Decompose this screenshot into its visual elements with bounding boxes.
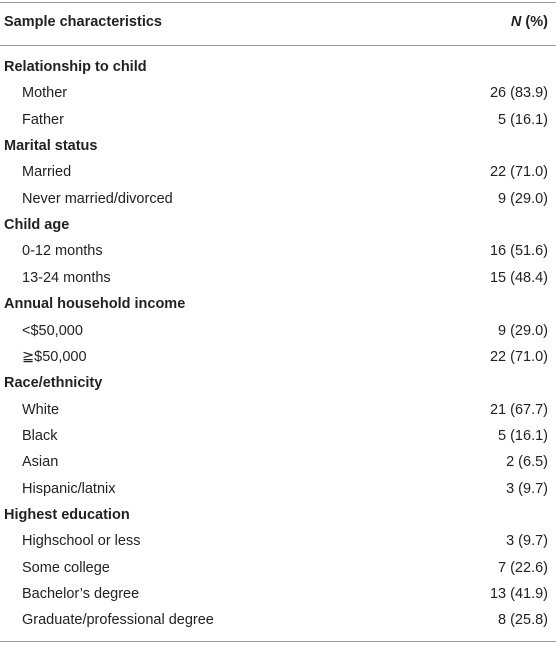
section-label: Child age — [4, 217, 70, 234]
row-value: 3 (9.7) — [506, 533, 548, 550]
section-header-row — [0, 212, 556, 238]
section-header-row — [0, 370, 556, 396]
row-label: Asian — [22, 454, 59, 471]
row-label: Highschool or less — [22, 533, 141, 550]
row-label: Black — [22, 427, 58, 444]
table-row — [0, 238, 556, 264]
row-value: 5 (16.1) — [498, 111, 548, 128]
table-row — [0, 397, 556, 423]
row-label: <$50,000 — [22, 322, 83, 339]
table-row — [0, 159, 556, 185]
row-label: 13-24 months — [22, 269, 111, 286]
header-value-pct: (%) — [521, 14, 548, 30]
row-value: 7 (22.6) — [498, 559, 548, 576]
table-header-rule — [0, 45, 556, 46]
row-value: 2 (6.5) — [506, 454, 548, 471]
table-row — [0, 607, 556, 633]
header-label: Sample characteristics — [4, 14, 162, 30]
section-header-row — [0, 502, 556, 528]
table-top-rule — [0, 2, 556, 3]
row-value: 22 (71.0) — [489, 348, 548, 365]
row-value: 15 (48.4) — [489, 269, 548, 286]
row-label: Hispanic/latnix — [22, 480, 116, 497]
section-label: Relationship to child — [4, 59, 147, 75]
table-row — [0, 528, 556, 554]
header-value — [511, 9, 548, 35]
row-label: Never married/divorced — [22, 190, 173, 207]
table-row — [0, 476, 556, 502]
table-row — [0, 186, 556, 212]
row-value: 22 (71.0) — [489, 164, 548, 181]
table-row — [0, 581, 556, 607]
table-bottom-rule — [0, 641, 556, 642]
row-value: 26 (83.9) — [489, 85, 548, 102]
section-label: Marital status — [4, 138, 98, 155]
row-label: Bachelor’s degree — [22, 586, 140, 602]
row-value: 21 (67.7) — [489, 401, 548, 418]
row-value: 8 (25.8) — [498, 612, 548, 629]
table-row — [0, 555, 556, 581]
row-value: 3 (9.7) — [506, 480, 548, 497]
table-row — [0, 80, 556, 106]
section-header-row — [0, 133, 556, 159]
row-label: Some college — [22, 559, 110, 576]
row-value: 5 (16.1) — [498, 427, 548, 444]
row-value: 9 (29.0) — [498, 190, 548, 207]
table-row — [0, 449, 556, 475]
table-row — [0, 107, 556, 133]
section-label: Highest education — [4, 506, 130, 523]
row-label: Married — [22, 164, 72, 181]
header-value-n: N — [510, 14, 522, 30]
table-header-row — [0, 9, 556, 35]
table-row — [0, 318, 556, 344]
row-value: 13 (41.9) — [489, 586, 548, 602]
row-value: 16 (51.6) — [489, 243, 548, 260]
row-value: 9 (29.0) — [498, 322, 548, 339]
row-label: 0-12 months — [22, 243, 103, 260]
row-label: Graduate/professional degree — [22, 612, 214, 629]
table-row — [0, 265, 556, 291]
section-label: Annual household income — [4, 296, 186, 313]
section-label: Race/ethnicity — [4, 375, 103, 392]
row-label: Mother — [22, 85, 68, 102]
table-row — [0, 344, 556, 370]
row-label: Father — [22, 111, 64, 128]
row-label: ≧$50,000 — [22, 348, 87, 365]
row-label: White — [22, 401, 60, 418]
section-header-row — [0, 291, 556, 317]
section-header-row — [0, 54, 556, 80]
table-row — [0, 423, 556, 449]
